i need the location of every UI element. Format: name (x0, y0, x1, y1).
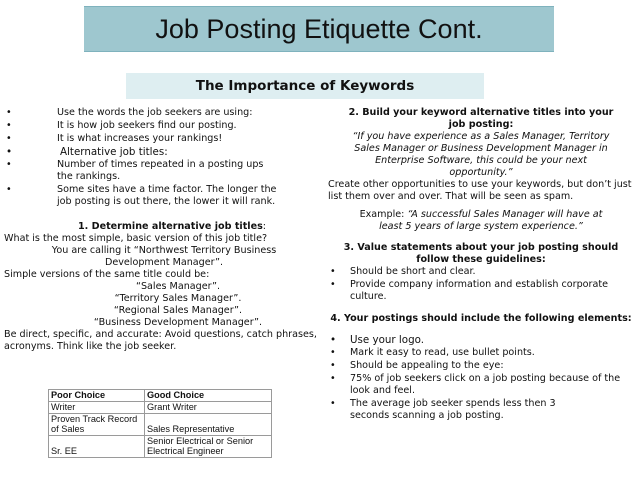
section1-heading-line (4, 221, 322, 233)
list-item: • Provide company information and establish corporate culture. (328, 279, 634, 303)
section1-colon: : (262, 221, 267, 232)
table-cell: Writer (49, 402, 145, 414)
list-item: • Should be appealing to the eye: (328, 360, 634, 372)
column-header: Good Choice (145, 390, 272, 402)
list-item: • Mark it easy to read, use bullet points. (328, 347, 634, 359)
question-simple-title: What is the most simple, basic version of this job title? (4, 233, 268, 244)
example-block (328, 209, 634, 233)
table-row (49, 413, 272, 435)
section2-text: Create other opportunities to use your keywords, but don’t just list them over and over. That will be seen as spam. (328, 179, 632, 202)
list-item: • It is how job seekers find our posting. (4, 120, 322, 132)
section1-heading: 1. Determine alternative job titles (77, 221, 263, 232)
right-column (328, 107, 634, 423)
section3-bullet-list (328, 266, 634, 303)
list-item: • The average job seeker spends less then 3 seconds scanning a job posting. (328, 398, 590, 422)
list-item: • Should be short and clear. (328, 266, 634, 278)
table-cell: Electrical Engineer (145, 446, 272, 457)
list-item: • 75% of job seekers click on a job posting because of the look and feel. (328, 373, 634, 397)
title-option: “Sales Manager”. (135, 281, 221, 292)
table-header-row (49, 390, 272, 402)
job-title-choices-table (48, 389, 272, 458)
left-column (4, 107, 322, 353)
title-option: “Business Development Manager”. (93, 317, 263, 328)
example-label: Example: (359, 209, 408, 220)
current-title-text: You are calling it “Northwest Territory Business Development Manager”. (51, 245, 277, 268)
table-cell: Grant Writer (145, 402, 272, 414)
slide-title-bar (84, 6, 554, 52)
table-cell: Sales Representative (145, 413, 272, 435)
section4-bullet-list (328, 334, 634, 422)
list-item: • It is what increases your rankings! (4, 133, 322, 145)
list-item: • Some sites have a time factor. The longer the job posting is out there, the lower it will rank. (4, 184, 285, 208)
table-cell: Sr. EE (49, 446, 145, 457)
advice-text: Be direct, specific, and accurate: Avoid questions, catch phrases, acronyms. Think like the job seeker. (4, 329, 317, 352)
keyword-bullet-list (4, 107, 322, 208)
table-cell (49, 435, 145, 446)
subtitle-bar (126, 73, 484, 99)
table-row (49, 446, 272, 457)
list-item: • Use the words the job seekers are using: (4, 107, 322, 119)
table-cell: Proven Track Record of Sales (49, 413, 145, 435)
simple-versions-text: Simple versions of the same title could be: (4, 269, 210, 280)
slide-title: Job Posting Etiquette Cont. (155, 14, 483, 44)
title-option: “Territory Sales Manager”. (114, 293, 242, 304)
section4-heading: 4. Your postings should include the following elements: (330, 313, 632, 324)
list-item: • Alternative job titles: (4, 146, 322, 158)
table-row (49, 435, 272, 446)
table-row (49, 402, 272, 414)
title-option: “Regional Sales Manager”. (113, 305, 243, 316)
example-quote: “A successful Sales Manager will have at least 5 years of large system experience.” (379, 209, 603, 232)
section3-heading: 3. Value statements about your job posting should follow these guidelines: (343, 242, 619, 265)
table-cell: Senior Electrical or Senior (145, 435, 272, 446)
list-item: • Use your logo. (328, 334, 634, 346)
section2-quote: “If you have experience as a Sales Manager, Territory Sales Manager or Business Development Manager in Enterprise Software, this could be your next opportunity.” (352, 131, 610, 178)
section2-heading: 2. Build your keyword alternative titles into your job posting: (348, 107, 614, 130)
column-header: Poor Choice (49, 390, 145, 402)
list-item: • Number of times repeated in a posting ups the rankings. (4, 159, 277, 183)
slide-subtitle: The Importance of Keywords (195, 78, 415, 94)
